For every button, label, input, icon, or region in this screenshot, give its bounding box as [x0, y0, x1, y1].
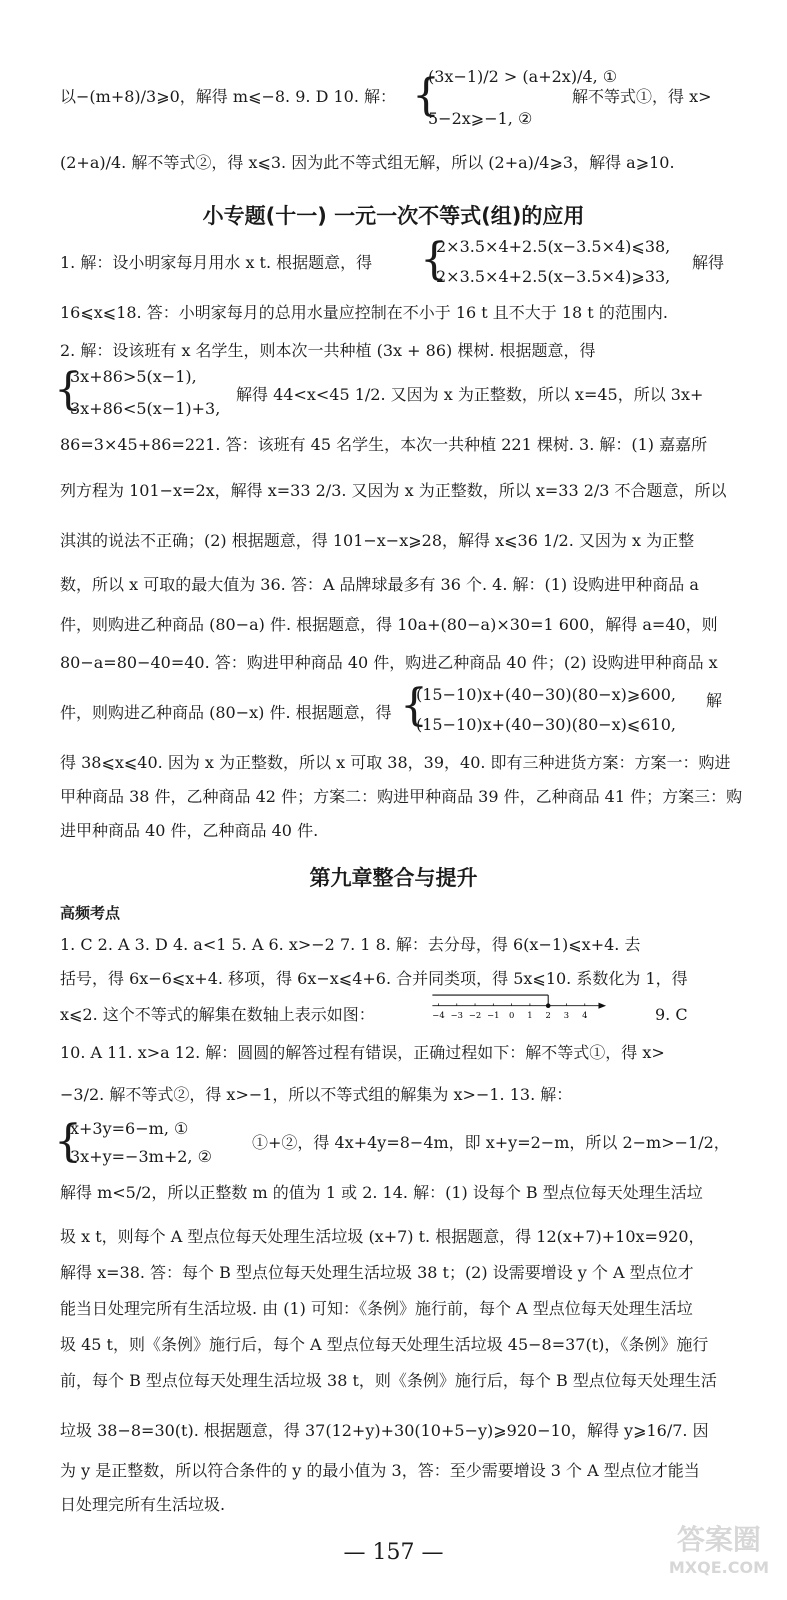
number-line-figure — [405, 992, 635, 1024]
tick-label: −3 — [450, 1009, 463, 1020]
tick-label: −2 — [468, 1009, 482, 1020]
system-brace: { — [420, 234, 448, 285]
text-line: 解得 x=38. 答：每个 B 型点位每天处理生活垃圾 38 t；(2) 设需要增设 y 个 A 型点位才 — [60, 1263, 694, 1282]
text-line: 垃圾 38−8=30(t). 根据题意，得 37(12+y)+30(10+5−y)⩾920−10，解得 y⩾16/7. 因 — [60, 1421, 709, 1440]
system-eq: (15−10)x+(40−30)(80−x)⩾600, — [416, 685, 676, 704]
solution-point — [546, 1003, 551, 1008]
system-eq: 2×3.5×4+2.5(x−3.5×4)⩽38, — [436, 237, 671, 256]
system-eq: 3x+86<5(x−1)+3, — [70, 399, 221, 418]
text-line: ①+②，得 4x+4y=8−4m，即 x+y=2−m，所以 2−m>−1/2， — [252, 1133, 730, 1152]
watermark-logo — [668, 1523, 769, 1582]
text-line: 以−(m+8)/3⩾0，解得 m⩽−8. 9. D 10. 解： — [60, 87, 397, 106]
text-line: 2. 解：设该班有 x 名学生，则本次一共种植 (3x + 86) 棵树. 根据题意，得 — [60, 341, 596, 360]
text-line: 16⩽x⩽18. 答：小明家每月的总用水量应控制在不小于 16 t 且不大于 18 t 的范围内. — [60, 303, 668, 322]
text-line: 1. C 2. A 3. D 4. a<1 5. A 6. x>−2 7. 1 8. 解：去分母，得 6(x−1)⩽x+4. 去 — [60, 935, 641, 954]
tick-label: −1 — [487, 1009, 500, 1020]
text-line: 解不等式①，得 x> — [572, 87, 712, 106]
system-eq: (15−10)x+(40−30)(80−x)⩽610, — [416, 715, 676, 734]
text-line: 件，则购进乙种商品 (80−x) 件. 根据题意，得 — [60, 703, 392, 722]
text-line: 80−a=80−40=40. 答：购进甲种商品 40 件，购进乙种商品 40 件；(2) 设购进甲种商品 x — [60, 653, 718, 672]
text-line: x⩽2. 这个不等式的解集在数轴上表示如图： — [60, 1005, 375, 1024]
section-heading: 小专题(十一) 一元一次不等式(组)的应用 — [202, 204, 585, 228]
system-brace: { — [412, 70, 440, 121]
text-line: −3/2. 解不等式②，得 x>−1，所以不等式组的解集为 x>−1. 13. 解： — [60, 1085, 573, 1104]
text-line: 日处理完所有生活垃圾. — [60, 1495, 226, 1514]
text-line: 圾 45 t，则《条例》施行后，每个 A 型点位每天处理生活垃圾 45−8=37(t)，《条例》施行 — [60, 1335, 709, 1354]
chapter-heading: 第九章整合与提升 — [309, 866, 478, 890]
tick-label: 4 — [582, 1009, 588, 1020]
text-line: 解得 — [692, 253, 725, 272]
tick-label: 2 — [545, 1009, 551, 1020]
watermark-url: MXQE.COM — [668, 1558, 769, 1577]
text-line: 圾 x t，则每个 A 型点位每天处理生活垃圾 (x+7) t. 根据题意，得 12(x+7)+10x=920， — [60, 1227, 705, 1246]
tick-label: −4 — [432, 1009, 445, 1020]
text-line: 86=3×45+86=221. 答：该班有 45 名学生，本次一共种植 221 棵树. 3. 解：(1) 嘉嘉所 — [60, 435, 708, 454]
system-eq: 3x+86>5(x−1), — [70, 367, 197, 386]
page-number: — 157 — — [343, 1540, 444, 1565]
text-line: 为 y 是正整数，所以符合条件的 y 的最小值为 3，答：至少需要增设 3 个 A 型点位才能当 — [60, 1461, 700, 1480]
text-line: 数，所以 x 可取的最大值为 36. 答：A 品牌球最多有 36 个. 4. 解：(1) 设购进甲种商品 a — [60, 575, 699, 594]
system-brace: { — [400, 680, 428, 731]
system-eq: 3x+y=−3m+2, ② — [70, 1147, 212, 1166]
text-line: 解得 m<5/2，所以正整数 m 的值为 1 或 2. 14. 解：(1) 设每个 B 型点位每天处理生活垃 — [60, 1183, 703, 1202]
text-line: 前，每个 B 型点位每天处理生活垃圾 38 t，则《条例》施行后，每个 B 型点位每天处理生活 — [60, 1371, 717, 1390]
text-line: 9. C — [655, 1005, 688, 1024]
system-brace: { — [54, 364, 82, 415]
text-line: 1. 解：设小明家每月用水 x t. 根据题意，得 — [60, 253, 373, 272]
system-eq: x+3y=6−m, ① — [70, 1119, 189, 1138]
text-line: 括号，得 6x−6⩽x+4. 移项，得 6x−x⩽4+6. 合并同类项，得 5x⩽10. 系数化为 1，得 — [60, 969, 688, 988]
text-line: 10. A 11. x>a 12. 解：圆圆的解答过程有错误，正确过程如下：解不等式①，得 x> — [60, 1043, 665, 1062]
text-line: 能当日处理完所有生活垃圾. 由 (1) 可知：《条例》施行前，每个 A 型点位每天处理生活垃 — [60, 1299, 693, 1318]
text-line: 甲种商品 38 件，乙种商品 42 件；方案二：购进甲种商品 39 件，乙种商品 41 件；方案三：购 — [60, 787, 743, 806]
tick-label: 3 — [563, 1009, 570, 1020]
system-eq: 5−2x⩾−1, ② — [428, 109, 533, 128]
system-brace: { — [54, 1116, 82, 1167]
tick-label: 0 — [508, 1009, 515, 1020]
text-line: 件，则购进乙种商品 (80−a) 件. 根据题意，得 10a+(80−a)×30=1 600，解得 a=40，则 — [60, 615, 718, 634]
axis-arrow — [598, 1003, 606, 1009]
subheading: 高频考点 — [60, 904, 121, 922]
system-eq: 2×3.5×4+2.5(x−3.5×4)⩾33, — [436, 267, 671, 286]
text-line: 列方程为 101−x=2x，解得 x=33 2/3. 又因为 x 为正整数，所以 x=33 2/3 不合题意，所以 — [60, 481, 727, 500]
text-line: 解得 44<x<45 1/2. 又因为 x 为正整数，所以 x=45，所以 3x+ — [236, 385, 704, 404]
watermark-title: 答案圈 — [676, 1523, 761, 1556]
system-eq: (3x−1)/2 > (a+2x)/4, ① — [428, 67, 618, 86]
text-line: (2+a)/4. 解不等式②，得 x⩽3. 因为此不等式组无解，所以 (2+a)/4⩾3，解得 a⩾10. — [60, 153, 675, 172]
text-line: 进甲种商品 40 件，乙种商品 40 件. — [60, 821, 319, 840]
text-line: 得 38⩽x⩽40. 因为 x 为正整数，所以 x 可取 38，39，40. 即有三种进货方案：方案一：购进 — [60, 753, 731, 772]
text-line: 解 — [706, 691, 723, 710]
tick-label: 1 — [527, 1009, 533, 1020]
text-line: 淇淇的说法不正确；(2) 根据题意，得 101−x−x⩾28，解得 x⩽36 1/2. 又因为 x 为正整 — [60, 531, 695, 550]
